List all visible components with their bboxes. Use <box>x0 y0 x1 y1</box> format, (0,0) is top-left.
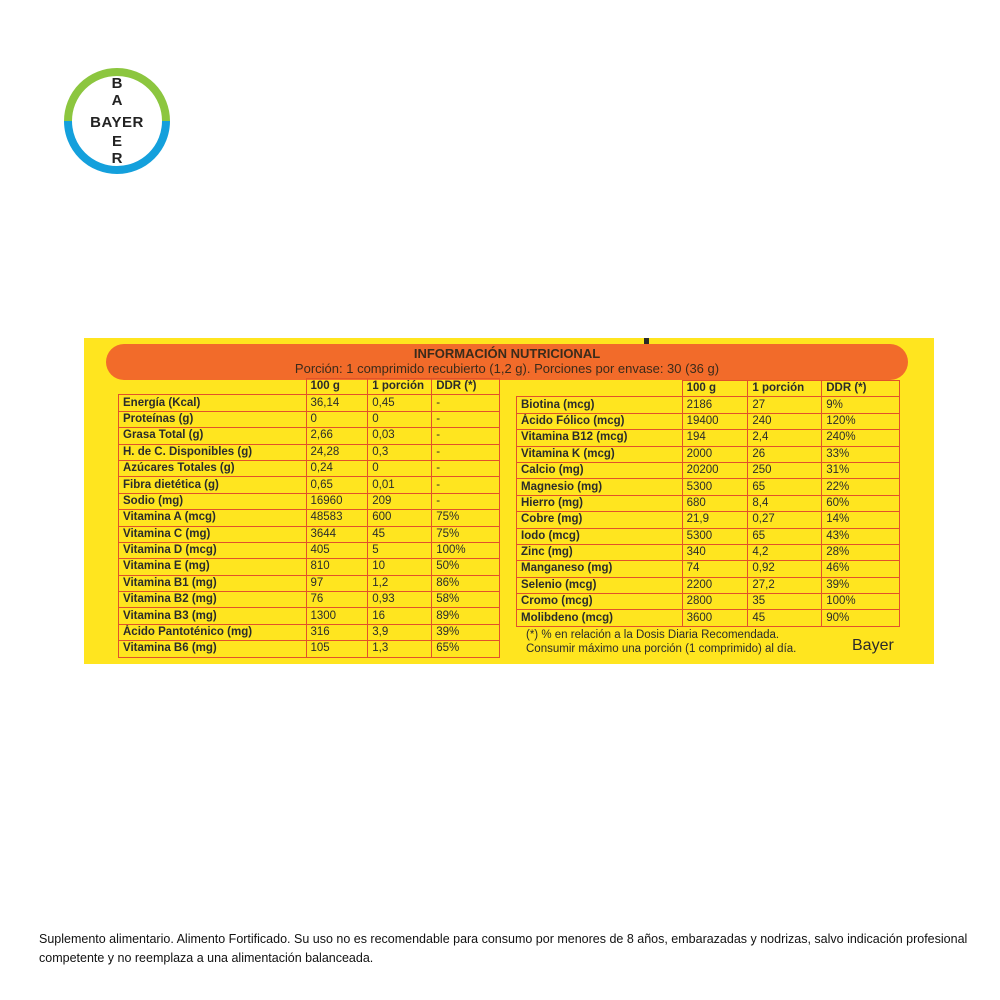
value-portion: 600 <box>368 510 432 526</box>
nutrient-label: Grasa Total (g) <box>119 428 307 444</box>
value-ddr: 46% <box>822 561 900 577</box>
value-portion: 0,27 <box>748 512 822 528</box>
value-ddr: 43% <box>822 528 900 544</box>
value-100g: 2200 <box>682 577 748 593</box>
table-row <box>119 575 500 591</box>
disclaimer-text: Suplemento alimentario. Alimento Fortificado. Su uso no es recomendable para consumo por menores de 8 años, embarazadas y nodrizas, salvo indicación profesional competente y no reemplaza a una alimentación balanceada. <box>39 932 968 965</box>
nutrient-label: Selenio (mcg) <box>517 577 683 593</box>
nutrient-label: Vitamina B3 (mg) <box>119 608 307 624</box>
value-100g: 680 <box>682 495 748 511</box>
table-row <box>517 610 900 626</box>
table-row <box>517 413 900 429</box>
value-portion: 45 <box>748 610 822 626</box>
value-ddr: - <box>432 444 500 460</box>
bayer-logo <box>62 66 172 176</box>
value-100g: 810 <box>306 559 368 575</box>
value-100g: 36,14 <box>306 395 368 411</box>
value-portion: 2,4 <box>748 430 822 446</box>
brand-name: Bayer <box>852 637 894 654</box>
value-100g: 16960 <box>306 493 368 509</box>
value-ddr: 100% <box>822 594 900 610</box>
value-ddr: 65% <box>432 641 500 657</box>
table-row <box>119 444 500 460</box>
table-row <box>517 397 900 413</box>
value-100g: 2000 <box>682 446 748 462</box>
value-ddr: - <box>432 395 500 411</box>
value-portion: 1,2 <box>368 575 432 591</box>
table-row <box>517 577 900 593</box>
value-100g: 74 <box>682 561 748 577</box>
value-100g: 48583 <box>306 510 368 526</box>
portion-info: Porción: 1 comprimido recubierto (1,2 g). Porciones por envase: 30 (36 g) <box>294 361 720 376</box>
value-portion: 4,2 <box>748 544 822 560</box>
table-row <box>517 544 900 560</box>
table-row <box>517 479 900 495</box>
logo-word: BAYER <box>90 114 144 131</box>
value-ddr: 50% <box>432 559 500 575</box>
value-100g: 2186 <box>682 397 748 413</box>
table-header-row <box>119 379 500 395</box>
table-row <box>119 592 500 608</box>
nutrient-label: Vitamina B12 (mcg) <box>517 430 683 446</box>
nutrient-label: Manganeso (mg) <box>517 561 683 577</box>
table-row <box>119 608 500 624</box>
table-row <box>119 428 500 444</box>
nutrient-label: Molibdeno (mcg) <box>517 610 683 626</box>
value-100g: 76 <box>306 592 368 608</box>
nutrient-label: Biotina (mcg) <box>517 397 683 413</box>
value-portion: 8,4 <box>748 495 822 511</box>
nutrient-label: Zinc (mg) <box>517 544 683 560</box>
nutrient-label: Vitamina B2 (mg) <box>119 592 307 608</box>
value-ddr: 22% <box>822 479 900 495</box>
value-portion: 209 <box>368 493 432 509</box>
value-100g: 405 <box>306 542 368 558</box>
value-100g: 0,65 <box>306 477 368 493</box>
table-row <box>119 641 500 657</box>
nutrient-label: Vitamina B1 (mg) <box>119 575 307 591</box>
value-portion: 1,3 <box>368 641 432 657</box>
footnote-line-dosage: Consumir máximo una porción (1 comprimido) al día. <box>526 643 797 655</box>
nutrient-label: Ácido Pantoténico (mg) <box>119 624 307 640</box>
nutrient-label: Calcio (mg) <box>517 462 683 478</box>
nutrient-label: Fibra dietética (g) <box>119 477 307 493</box>
value-ddr: 240% <box>822 430 900 446</box>
table-row <box>517 528 900 544</box>
nutrient-label: Vitamina B6 (mg) <box>119 641 307 657</box>
nutrient-label: Sodio (mg) <box>119 493 307 509</box>
table-row <box>119 624 500 640</box>
value-ddr: 58% <box>432 592 500 608</box>
value-ddr: 39% <box>432 624 500 640</box>
value-100g: 2800 <box>682 594 748 610</box>
nutrient-label: Energía (Kcal) <box>119 395 307 411</box>
value-100g: 5300 <box>682 479 748 495</box>
value-100g: 2,66 <box>306 428 368 444</box>
value-portion: 16 <box>368 608 432 624</box>
value-portion: 35 <box>748 594 822 610</box>
value-ddr: 33% <box>822 446 900 462</box>
footnote-line-ddr: (*) % en relación a la Dosis Diaria Recomendada. <box>526 629 780 641</box>
logo-letter-a: A <box>111 92 123 109</box>
nutrient-label: H. de C. Disponibles (g) <box>119 444 307 460</box>
value-portion: 0,3 <box>368 444 432 460</box>
value-ddr: - <box>432 493 500 509</box>
table-row <box>119 460 500 476</box>
value-100g: 105 <box>306 641 368 657</box>
value-100g: 1300 <box>306 608 368 624</box>
nutrient-label: Vitamina K (mcg) <box>517 446 683 462</box>
value-portion: 0,03 <box>368 428 432 444</box>
value-100g: 0 <box>306 411 368 427</box>
table-row <box>517 462 900 478</box>
value-portion: 65 <box>748 479 822 495</box>
nutrition-table-right <box>516 380 900 627</box>
table-row <box>517 512 900 528</box>
value-ddr: 75% <box>432 510 500 526</box>
value-portion: 0,92 <box>748 561 822 577</box>
nutrition-title: INFORMACIÓN NUTRICIONAL <box>413 346 601 361</box>
nutrient-label: Iodo (mcg) <box>517 528 683 544</box>
logo-letter-e: E <box>111 133 123 150</box>
value-portion: 45 <box>368 526 432 542</box>
nutrient-label: Proteínas (g) <box>119 411 307 427</box>
table-row <box>119 493 500 509</box>
value-ddr: - <box>432 428 500 444</box>
logo-letter-b: B <box>111 75 123 92</box>
value-portion: 0 <box>368 460 432 476</box>
table-row <box>119 411 500 427</box>
table-row <box>517 446 900 462</box>
footnote <box>526 628 796 656</box>
table-row <box>517 561 900 577</box>
table-row <box>517 594 900 610</box>
value-portion: 0,93 <box>368 592 432 608</box>
nutrient-label: Ácido Fólico (mcg) <box>517 413 683 429</box>
value-ddr: 39% <box>822 577 900 593</box>
value-ddr: 60% <box>822 495 900 511</box>
value-ddr: 31% <box>822 462 900 478</box>
value-ddr: 90% <box>822 610 900 626</box>
value-100g: 97 <box>306 575 368 591</box>
value-portion: 5 <box>368 542 432 558</box>
value-ddr: - <box>432 460 500 476</box>
value-ddr: 9% <box>822 397 900 413</box>
logo-letter-r: R <box>111 150 123 167</box>
col-header-100g: 100 g <box>682 381 748 397</box>
nutrient-label: Vitamina C (mg) <box>119 526 307 542</box>
table-row <box>119 477 500 493</box>
value-ddr: 28% <box>822 544 900 560</box>
value-portion: 10 <box>368 559 432 575</box>
value-100g: 20200 <box>682 462 748 478</box>
value-100g: 19400 <box>682 413 748 429</box>
value-ddr: 100% <box>432 542 500 558</box>
value-portion: 3,9 <box>368 624 432 640</box>
value-portion: 0 <box>368 411 432 427</box>
value-ddr: 89% <box>432 608 500 624</box>
nutrition-table-left <box>118 378 500 658</box>
nutrient-label: Vitamina D (mcg) <box>119 542 307 558</box>
value-100g: 194 <box>682 430 748 446</box>
table-row <box>119 559 500 575</box>
nutrient-label: Vitamina A (mcg) <box>119 510 307 526</box>
nutrient-label: Azúcares Totales (g) <box>119 460 307 476</box>
table-row <box>119 395 500 411</box>
value-100g: 5300 <box>682 528 748 544</box>
value-portion: 250 <box>748 462 822 478</box>
nutrient-label: Magnesio (mg) <box>517 479 683 495</box>
bayer-cross-logo-icon <box>62 66 172 176</box>
table-row <box>119 526 500 542</box>
value-portion: 0,45 <box>368 395 432 411</box>
value-ddr: 120% <box>822 413 900 429</box>
value-100g: 3644 <box>306 526 368 542</box>
col-header-portion: 1 porción <box>368 379 432 395</box>
nutrient-label: Cobre (mg) <box>517 512 683 528</box>
nutrient-label: Hierro (mg) <box>517 495 683 511</box>
col-header-ddr: DDR (*) <box>432 379 500 395</box>
value-ddr: 75% <box>432 526 500 542</box>
col-header-ddr: DDR (*) <box>822 381 900 397</box>
value-ddr: 86% <box>432 575 500 591</box>
value-ddr: - <box>432 411 500 427</box>
value-portion: 27,2 <box>748 577 822 593</box>
table-row <box>517 430 900 446</box>
table-row <box>119 542 500 558</box>
value-100g: 340 <box>682 544 748 560</box>
value-portion: 27 <box>748 397 822 413</box>
col-header-portion: 1 porción <box>748 381 822 397</box>
value-100g: 316 <box>306 624 368 640</box>
table-row <box>119 510 500 526</box>
col-header-100g: 100 g <box>306 379 368 395</box>
nutrient-label: Vitamina E (mg) <box>119 559 307 575</box>
table-row <box>517 495 900 511</box>
value-portion: 240 <box>748 413 822 429</box>
value-portion: 0,01 <box>368 477 432 493</box>
value-100g: 3600 <box>682 610 748 626</box>
nutrient-label: Cromo (mcg) <box>517 594 683 610</box>
header-blank-cell <box>119 379 307 395</box>
table-header-row <box>517 381 900 397</box>
value-100g: 24,28 <box>306 444 368 460</box>
value-100g: 0,24 <box>306 460 368 476</box>
value-portion: 65 <box>748 528 822 544</box>
value-portion: 26 <box>748 446 822 462</box>
value-100g: 21,9 <box>682 512 748 528</box>
value-ddr: - <box>432 477 500 493</box>
header-blank-cell <box>517 381 683 397</box>
value-ddr: 14% <box>822 512 900 528</box>
